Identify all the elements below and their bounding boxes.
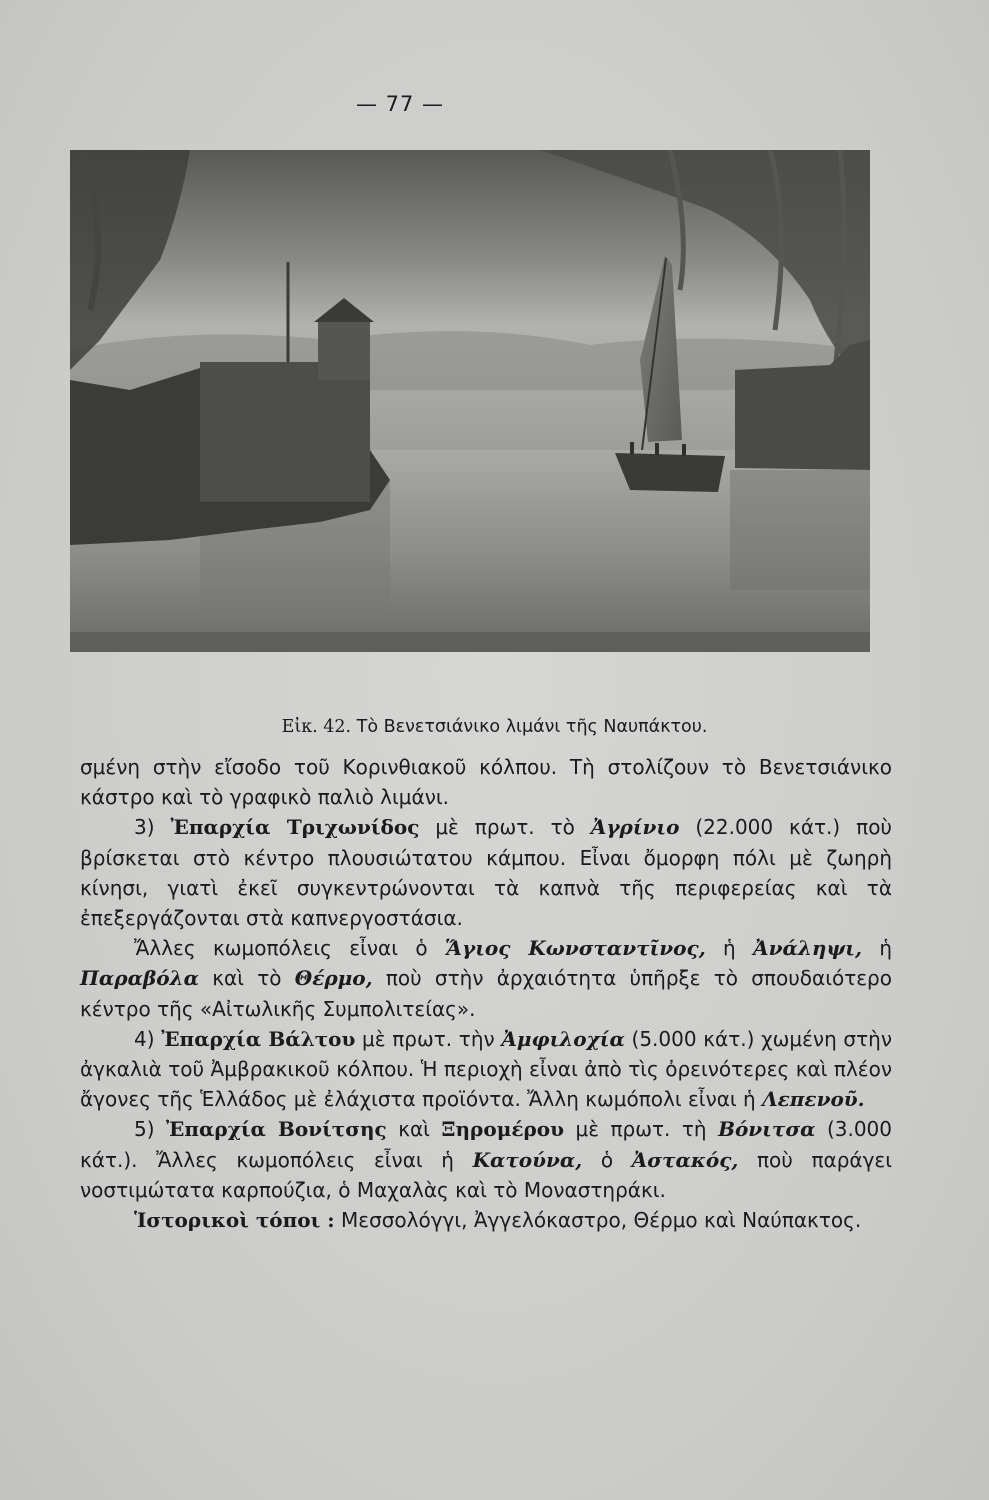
text-run: μὲ πρωτ. τὴ: [564, 1117, 719, 1142]
heading-run: Ξηρομέρου: [441, 1117, 565, 1142]
heading-run: Ἱστορικοὶ τόποι :: [134, 1208, 335, 1233]
text-run: καὶ τὸ: [199, 966, 295, 991]
text-run: (3.000 κάτ.). Ἄλλες κωμοπόλεις εἶναι ἡ: [80, 1117, 893, 1172]
figure-caption-label: Εἰκ. 42.: [281, 717, 352, 737]
place-name: Βόνιτσα: [718, 1117, 816, 1142]
text-run: 5): [134, 1117, 167, 1142]
text-run: καὶ: [386, 1117, 442, 1142]
place-name: Παραβόλα: [80, 966, 200, 991]
place-name: Ἀμφιλοχία: [501, 1026, 625, 1051]
paragraph-1: [80, 752, 892, 812]
text-run: (5.000 κάτ.) χωμένη στὴν ἀγκαλιὰ τοῦ Ἀμβρακικοῦ κόλπου. Ἡ περιοχὴ εἶναι ἀπὸ τὶς ὀρεινότερες καὶ πλέον ἄγονες τῆς Ἑλλάδος μὲ ἐλάχιστα προϊόντα. Ἄλλη κωμόπολι εἶναι ἡ: [80, 1026, 892, 1112]
harbor-photo: [70, 150, 870, 652]
paragraph-6: [80, 1205, 892, 1235]
text-run: ἡ: [861, 936, 892, 961]
text-run: ποὺ στὴν ἀρχαιότητα ὑπῆρξε τὸ σπουδαιότερο κέντρο τῆς «Αἰτωλικῆς Συμπολιτείας».: [80, 966, 892, 1021]
body-text: [80, 752, 892, 1235]
text-run: 3): [134, 815, 171, 840]
place-name: Κατούνα,: [472, 1147, 583, 1172]
place-name: Ἅγιος Κωνσταντῖνος,: [445, 936, 706, 961]
page-number: — 77 —: [355, 92, 445, 116]
text-run: Ἄλλες κωμοπόλεις εἶναι ὁ: [134, 936, 446, 961]
text-run: ἡ: [705, 936, 754, 961]
text-run: (22.000 κάτ.) ποὺ βρίσκεται στὸ κέντρο πλουσιώτατου κάμπου. Εἶναι ὄμορφη πόλι μὲ ζωηρὴ κίνησι, γιατὶ ἐκεῖ συγκεντρώνονται τὰ καπνὰ τῆς περιφερείας καὶ τὰ ἐπεξεργάζονται στὰ καπνεργοστάσια.: [80, 815, 893, 931]
place-name: Ἀγρίνιο: [590, 815, 680, 840]
heading-run: Ἐπαρχία Τριχωνίδος: [170, 815, 420, 840]
heading-run: Ἐπαρχία Βονίτσης: [166, 1117, 387, 1142]
text-run: ποὺ παράγει νοστιμώτατα καρπούζια, ὁ Μαχαλὰς καὶ τὸ Μοναστηράκι.: [80, 1147, 892, 1202]
figure-caption: [0, 717, 989, 737]
paragraph-1-text: σμένη στὴν εἴσοδο τοῦ Κορινθιακοῦ κόλπου. Τὴ στολίζουν τὸ Βενετσιάνικο κάστρο καὶ τὸ γραφικὸ παλιὸ λιμάνι.: [80, 755, 892, 810]
place-name: Ἀνάληψι,: [753, 936, 862, 961]
place-name: Θέρμο,: [294, 966, 373, 991]
paragraph-5: [80, 1114, 892, 1205]
harbor-photo-image: [70, 150, 870, 652]
text-run: 4): [134, 1026, 162, 1051]
text-run: ὁ: [582, 1147, 632, 1172]
figure-caption-text: Τὸ Βενετσιάνικο λιμάνι τῆς Ναυπάκτου.: [356, 717, 708, 737]
paragraph-2: [80, 812, 892, 933]
text-run: μὲ πρωτ. τὸ: [419, 815, 591, 840]
heading-run: Ἐπαρχία Βάλτου: [161, 1026, 356, 1051]
place-name: Λεπενοῦ.: [762, 1087, 865, 1112]
text-run: Μεσσολόγγι, Ἀγγελόκαστρο, Θέρμο καὶ Ναύπακτος.: [334, 1208, 862, 1233]
place-name: Ἀστακός,: [631, 1147, 739, 1172]
paragraph-3: [80, 933, 892, 1024]
text-run: μὲ πρωτ. τὴν: [355, 1026, 502, 1051]
paragraph-4: [80, 1024, 892, 1115]
